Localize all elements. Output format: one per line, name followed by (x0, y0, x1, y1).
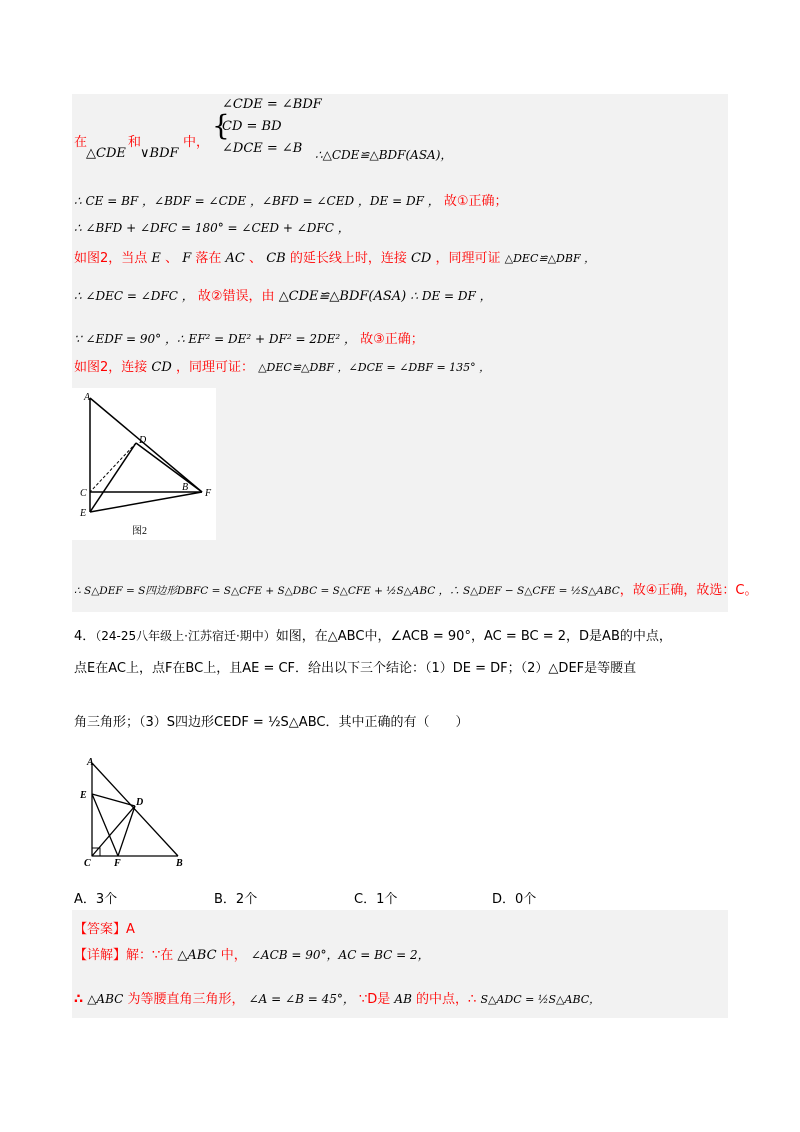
brace-line: ∠CDE = ∠BDF (222, 97, 322, 112)
sol-text: 和 (128, 135, 142, 150)
point-label: C (80, 488, 87, 499)
option-b[interactable]: B．2个 (214, 892, 258, 907)
brace-line: ∠DCE = ∠B (222, 141, 303, 156)
question-4-line-3: 角三角形；（3）S四边形CEDF = ½S△ABC．其中正确的有（ ） (74, 715, 469, 730)
point-label: B (176, 858, 183, 869)
sol-math: △CDE (86, 146, 126, 161)
figure-2 (72, 388, 216, 540)
sol-math: ∴△CDE≌△BDF(ASA)， (315, 148, 453, 162)
point-label: F (114, 858, 121, 869)
figure-caption: 图2 (132, 526, 147, 537)
sol-line-4: 如图2，当点 E 、 F 落在 AC 、 CB 的延长线上时，连接 CD ，同理可证 △DEC≌△DBF ， (74, 251, 596, 266)
sol-line-8: ∴ S△DEF = S四边形DBFC = S△CFE + S△DBC = S△CFE + ½S△ABC ，∴ S△DEF − S△CFE = ½S△ABC，故④正确，故选：C。 (74, 583, 758, 598)
question-4-line-1: 4．（24-25八年级上·江苏宿迁·期中）如图，在△ABC中，∠ACB = 90°，AC = BC = 2，D是AB的中点， (74, 629, 672, 644)
sol-math: ∨BDF (140, 146, 179, 161)
sol-line-5: ∴ ∠DEC = ∠DFC ， 故②错误，由 △CDE≌△BDF(ASA) ∴ DE = DF ， (74, 289, 492, 304)
option-c[interactable]: C．1个 (354, 892, 398, 907)
question-4-line-2: 点E在AC上，点F在BC上，且AE = CF．给出以下三个结论：（1）DE = DF；（2）△DEF是等腰直 (74, 661, 637, 676)
sol-text: 中， (183, 135, 210, 150)
answer-label: 【答案】A (74, 922, 135, 937)
answer-detail-line-2: ∴ △ABC 为等腰直角三角形， ∠A = ∠B = 45°， ∵D是 AB 的中点，∴ S△ADC = ½S△ABC， (74, 992, 601, 1007)
option-a[interactable]: A．3个 (74, 892, 118, 907)
point-label: C (84, 858, 91, 869)
question-4-diagram (80, 755, 190, 870)
sol-line-3: ∴ ∠BFD + ∠DFC = 180° = ∠CED + ∠DFC ， (74, 221, 350, 235)
option-d[interactable]: D．0个 (492, 892, 537, 907)
point-label: D (139, 435, 147, 446)
sol-text: 在 (74, 135, 88, 150)
point-label: D (136, 797, 144, 808)
point-label: A (84, 392, 91, 403)
point-label: A (87, 757, 94, 768)
sol-line-6: ∵ ∠EDF = 90° ，∴ EF² = DE² + DF² = 2DE² ， 故③正确； (74, 332, 424, 347)
question-4-figure (80, 755, 190, 870)
point-label: E (80, 508, 87, 519)
sol-line-2: ∴ CE = BF ，∠BDF = ∠CDE ，∠BFD = ∠CED ，DE = DF ， 故①正确； (74, 194, 508, 209)
point-label: B (182, 482, 189, 493)
sol-line-7: 如图2，连接 CD ，同理可证： △DEC≌△DBF ，∠DCE = ∠DBF = 135° ， (74, 360, 491, 375)
point-label: F (205, 488, 212, 499)
brace-symbol: { (212, 109, 230, 142)
point-label: E (80, 790, 87, 801)
brace-line: CD = BD (222, 119, 282, 134)
answer-detail-line-1: 【详解】解：∵在 △ABC 中， ∠ACB = 90°，AC = BC = 2， (74, 948, 430, 963)
figure-2-diagram (72, 388, 216, 540)
